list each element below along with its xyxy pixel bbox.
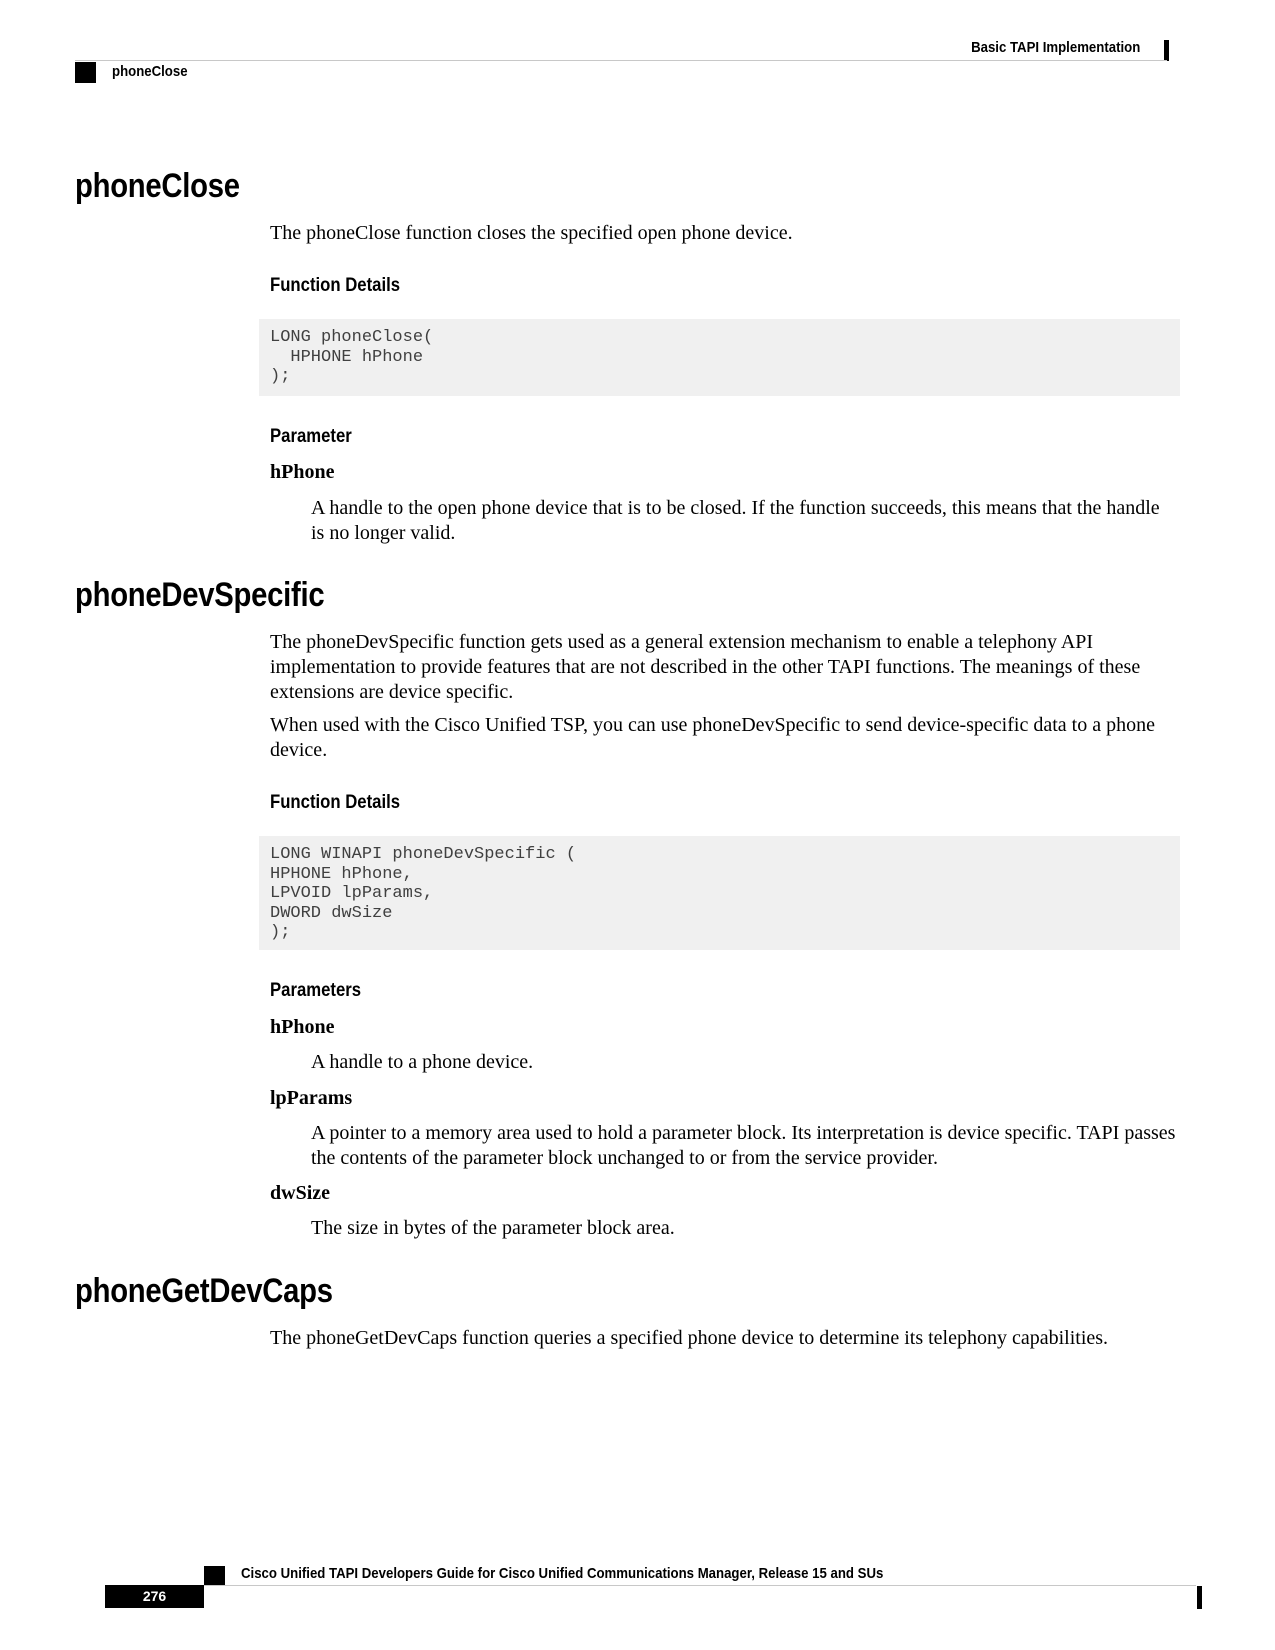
running-header-section: phoneClose xyxy=(112,63,188,80)
section-title-phonedevspecific: phoneDevSpecific xyxy=(75,576,325,614)
param-description: The size in bytes of the parameter block area. xyxy=(311,1217,675,1239)
code-line: HPHONE hPhone, xyxy=(270,864,413,884)
section-intro: The phoneClose function closes the specified open phone device. xyxy=(270,222,793,244)
code-line: HPHONE hPhone xyxy=(270,347,424,367)
function-details-heading: Function Details xyxy=(270,275,401,296)
code-line: ); xyxy=(270,923,291,942)
section-intro-2: When used with the Cisco Unified TSP, you can use phoneDevSpecific to send device-specific data to a phone device. xyxy=(270,714,1155,761)
section-title-phoneclose: phoneClose xyxy=(75,167,240,205)
section-title-phonegetdevcaps: phoneGetDevCaps xyxy=(75,1272,333,1310)
header-marker-bar xyxy=(1164,40,1169,61)
parameters-heading: Parameter xyxy=(270,426,352,447)
code-line: LPVOID lpParams, xyxy=(270,884,434,903)
param-description: A handle to the open phone device that is to be closed. If the function succeeds, this means that the handle is no longer valid. xyxy=(311,497,1160,544)
code-line: DWORD dwSize xyxy=(270,903,393,923)
param-name: dwSize xyxy=(270,1182,330,1204)
running-header-chapter: Basic TAPI Implementation xyxy=(970,39,1140,56)
header-rule xyxy=(75,60,1167,61)
footer-rule xyxy=(204,1585,1196,1586)
code-line: LONG WINAPI phoneDevSpecific ( xyxy=(270,845,577,864)
footer-marker-bar xyxy=(1197,1586,1202,1609)
param-description: A pointer to a memory area used to hold a parameter block. Its interpretation is device specific. TAPI passes the contents of the parameter block unchanged to or from the service provider. xyxy=(311,1122,1176,1169)
page-number: 276 xyxy=(105,1585,204,1608)
header-marker-block xyxy=(75,62,96,83)
section-intro: The phoneGetDevCaps function queries a specified phone device to determine its telephony capabilities. xyxy=(270,1327,1109,1349)
section-intro: The phoneDevSpecific function gets used as a general extension mechanism to enable a telephony API implementation to provide features that are not described in the other TAPI functions. The meanings of these extensions are device specific. xyxy=(270,631,1141,703)
param-name: hPhone xyxy=(270,1016,335,1038)
code-block xyxy=(259,319,1180,396)
code-line: LONG phoneClose( xyxy=(270,328,434,347)
parameters-heading: Parameters xyxy=(270,980,362,1001)
param-name: hPhone xyxy=(270,461,335,483)
footer-marker-block xyxy=(204,1566,225,1586)
code-line: ); xyxy=(270,367,291,386)
footer-book-title: Cisco Unified TAPI Developers Guide for Cisco Unified Communications Manager, Release 15 and SUs xyxy=(241,1565,884,1582)
param-name: lpParams xyxy=(270,1087,353,1109)
function-details-heading: Function Details xyxy=(270,792,401,813)
param-description: A handle to a phone device. xyxy=(311,1051,534,1073)
code-block xyxy=(259,836,1180,950)
